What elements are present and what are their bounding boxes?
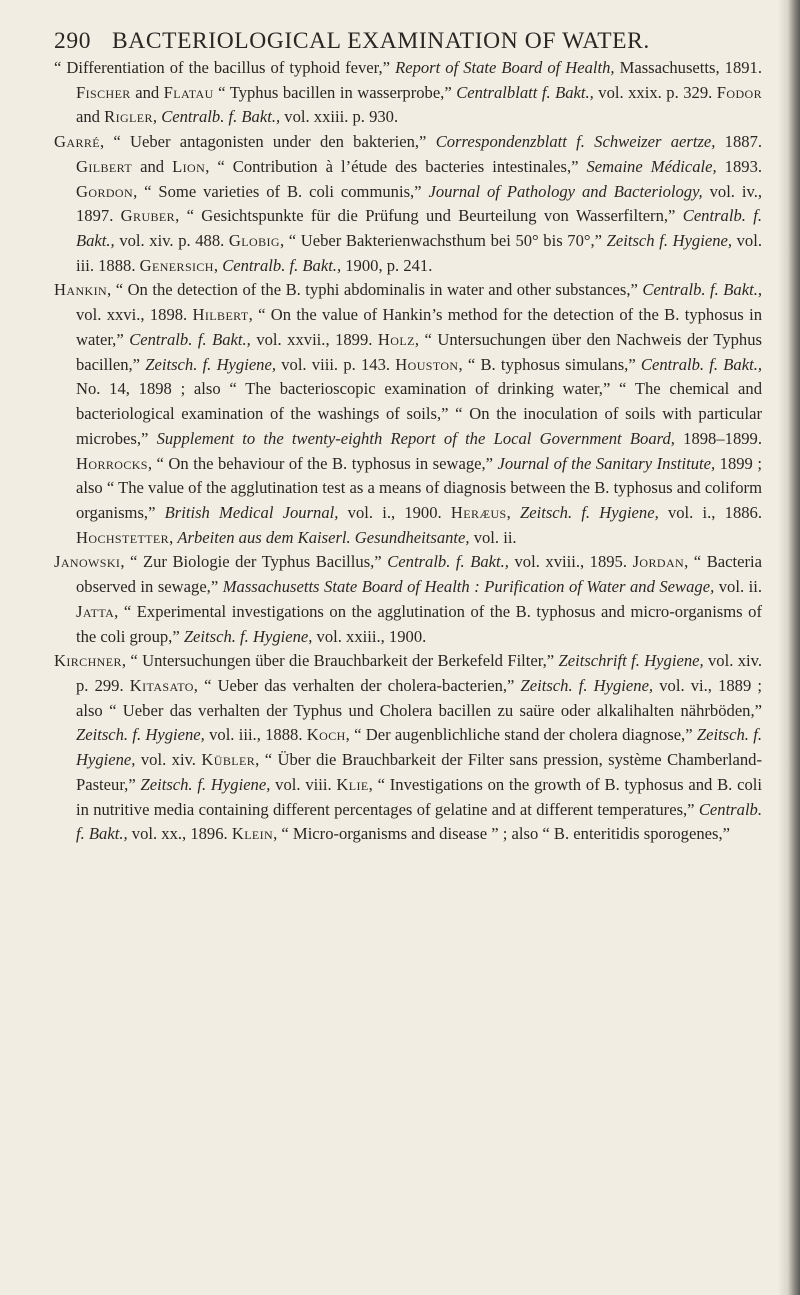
publication-title: Centralblatt f. Bakt., [456, 82, 594, 102]
publication-title: Centralb. f. Bakt., [76, 206, 762, 251]
author-name: Flatau [163, 82, 214, 102]
publication-title: Zeitsch. f. Hygiene, [76, 725, 762, 770]
publication-title: Centralb. f. Bakt., [387, 552, 509, 572]
reference-text: , “ Ueber Bakterienwachsthum bei 50° bis 70°,” [279, 231, 607, 251]
author-name: Jatta [76, 601, 115, 621]
publication-title: Centralb. f. Bakt., [129, 329, 251, 349]
reference-text: , “ On the detection of the B. typhi abdominalis in water and other substances,” [107, 280, 643, 300]
author-name: Kirchner [54, 651, 122, 671]
reference-text: , “ Untersuchungen über den Nachweis der Typhus bacillen,” [76, 329, 762, 374]
publication-title: Centralb. f. Bakt., [642, 280, 762, 300]
author-name: Gordon [76, 181, 134, 201]
reference-text: , “ Micro-organisms and disease ” ; also “ B. enteritidis sporogenes,” [273, 824, 730, 844]
author-name: Klie [336, 774, 369, 794]
reference-entry [54, 56, 762, 130]
author-name: Klein [231, 824, 274, 844]
reference-text: , “ Investigations on the growth of B. typhosus and B. coli in nutritive media containing different percentages of gelatine and at different temperatures,” [76, 774, 762, 819]
author-name: Genersich [139, 255, 214, 275]
publication-title: Centralb. f. Bakt., [161, 107, 281, 127]
publication-title: Zeitsch. f. Hygiene, [183, 626, 313, 646]
page-number: 290 [54, 28, 92, 54]
publication-title: Report of State Board of Health, [395, 58, 615, 77]
page-edge-shadow [778, 0, 800, 1295]
author-name: Kübler [201, 750, 256, 770]
reference-text: , “ On the value of Hankin’s method for the detection of the B. typhosus in water,” [76, 305, 762, 349]
author-name: Gruber [120, 206, 176, 226]
reference-text: , “ Über die Brauchbarkeit der Filter sans pression, système Chamberland-Pasteur,” [76, 750, 762, 794]
reference-text: Massachusetts, 1891. [614, 58, 762, 77]
reference-text: , [213, 255, 223, 275]
publication-title: Semaine Médicale, [586, 156, 717, 176]
reference-text: , “ Gesichtspunkte für die Prüfung und Beurteilung von Wasserfiltern,” [175, 206, 683, 226]
author-name: Gilbert [76, 156, 133, 176]
author-name: Lion [172, 156, 206, 176]
reference-text: and [130, 82, 164, 102]
reference-text: vol. vi., 1889 ; also “ Ueber das verhalten der Typhus und Cholera bacillen zu saüre oder alkalihalten nährböden,” [76, 675, 763, 720]
reference-text: vol. ii. [714, 577, 762, 597]
author-name: Koch [306, 725, 346, 745]
reference-text: , “ Ueber das verhalten der cholera-bacterien,” [193, 675, 521, 695]
reference-text: and [76, 107, 105, 127]
reference-text: 1893. [716, 156, 763, 176]
author-name: Globig [228, 231, 280, 251]
reference-text: , “ Some varieties of B. coli communis,” [133, 181, 429, 201]
reference-text: vol. xx., 1896. [127, 824, 232, 844]
reference-text: , “ Experimental investigations on the agglutination of the B. typhosus and micro-organisms of the coli group,” [76, 601, 762, 646]
reference-text: vol. iii. 1888. [76, 231, 762, 275]
reference-text: vol. xxix. p. 329. [593, 82, 717, 102]
reference-text: , [152, 107, 162, 127]
author-name: Jordan [632, 552, 685, 572]
publication-title: Journal of Pathology and Bacteriology, [428, 181, 703, 201]
reference-text: , “ Bacteria observed in sewage,” [76, 552, 762, 597]
publication-title: Massachusetts State Board of Health : Purification of Water and Sewage, [222, 577, 715, 597]
reference-entry [54, 550, 762, 649]
publication-title: Zeitsch. f. Hygiene, [520, 502, 659, 522]
reference-text: vol. xxvii., 1899. [250, 329, 378, 349]
publication-title: Zeitsch f. Hygiene, [606, 231, 733, 251]
reference-text: , [169, 527, 178, 547]
reference-text: , [506, 502, 521, 522]
publication-title: Supplement to the twenty-eighth Report of the Local Government Board, [156, 428, 675, 448]
author-name: Horrocks [76, 453, 148, 473]
reference-text: vol. xxiii. p. 930. [280, 107, 399, 127]
publication-title: Zeitschrift f. Hygiene, [558, 651, 704, 671]
publication-title: Zeitsch. f. Hygiene, [140, 774, 271, 794]
reference-entry [54, 130, 762, 278]
publication-title: Centralb. f. Bakt., [640, 354, 762, 374]
reference-text: vol. xiv. [135, 750, 202, 770]
reference-text: vol. i., 1900. [338, 502, 451, 522]
author-name: Garré [54, 132, 100, 152]
reference-text: vol. iii., 1888. [204, 725, 307, 745]
publication-title: Centralb. f. Bakt., [222, 255, 342, 275]
reference-text: vol. viii. [270, 774, 337, 794]
reference-text: , “ On the behaviour of the B. typhosus in sewage,” [147, 453, 498, 473]
publication-title: British Medical Journal, [164, 502, 339, 522]
author-name: Hochstetter [76, 527, 170, 547]
reference-text: “ Typhus bacillen in wasserprobe,” [213, 82, 457, 102]
reference-text: vol. xiv. p. 299. [76, 651, 762, 695]
reference-text: , “ Untersuchungen über die Brauchbarkeit der Berkefeld Filter,” [121, 651, 559, 671]
reference-text: 1900, p. 241. [341, 255, 433, 275]
reference-text: 1898–1899. [674, 428, 762, 448]
reference-entry [54, 649, 762, 847]
author-name: Fischer [76, 82, 131, 102]
publication-title: Centralb. f. Bakt., [76, 799, 762, 844]
reference-text: 1887. [715, 132, 763, 152]
publication-title: Arbeiten aus dem Kaiserl. Gesundheitsante, [177, 527, 470, 547]
publication-title: Correspondenzblatt f. Schweizer aertze, [435, 132, 716, 152]
reference-text: vol. xviii., 1895. [508, 552, 633, 572]
publication-title: Zeitsch. f. Hygiene, [76, 725, 205, 745]
publication-title: Zeitsch. f. Hygiene, [520, 675, 654, 695]
author-name: Kitasato [129, 675, 194, 695]
reference-text: , “ Der augenblichliche stand der cholera diagnose,” [345, 725, 697, 745]
reference-text: vol. xxvi., 1898. [76, 305, 193, 325]
reference-text: No. 14, 1898 ; also “ The bacterioscopic examination of drinking water,” “ The chemical and bacteriological examination of the washings of soils,” “ On the inoculation of soils with particular microbes,” [76, 379, 762, 448]
bibliography [54, 56, 762, 847]
reference-text: vol. iv., 1897. [76, 181, 762, 226]
author-name: Rigler [104, 107, 153, 127]
reference-text: “ Differentiation of the bacillus of typhoid fever,” [54, 58, 396, 77]
reference-entry [54, 278, 762, 550]
author-name: Houston [395, 354, 459, 374]
publication-title: Journal of the Sanitary Institute, [497, 453, 716, 473]
reference-text: vol. xiv. p. 488. [114, 231, 229, 251]
reference-text: , “ Ueber antagonisten under den bakterien,” [100, 132, 436, 152]
author-name: Janowski [54, 552, 121, 572]
reference-text: , “ Contribution à l’étude des bacteries intestinales,” [205, 156, 587, 176]
reference-text: and [132, 156, 173, 176]
running-title: BACTERIOLOGICAL EXAMINATION OF WATER. [112, 28, 650, 54]
reference-text: vol. viii. p. 143. [276, 354, 396, 374]
reference-text: vol. i., 1886. [658, 502, 762, 522]
reference-text: vol. ii. [469, 527, 517, 547]
author-name: Heræus [450, 502, 507, 522]
author-name: Hankin [54, 280, 108, 300]
reference-text: vol. xxiii., 1900. [312, 626, 427, 646]
publication-title: Zeitsch. f. Hygiene, [145, 354, 276, 374]
reference-text: , “ Zur Biologie der Typhus Bacillus,” [120, 552, 388, 572]
author-name: Holz [377, 329, 415, 349]
reference-text: 1899 ; also “ The value of the agglutination test as a means of diagnosis between the B. typhosus and coliform organisms,” [76, 453, 762, 522]
author-name: Fodor [716, 82, 762, 102]
author-name: Hilbert [192, 305, 249, 325]
reference-text: , “ B. typhosus simulans,” [458, 354, 641, 374]
